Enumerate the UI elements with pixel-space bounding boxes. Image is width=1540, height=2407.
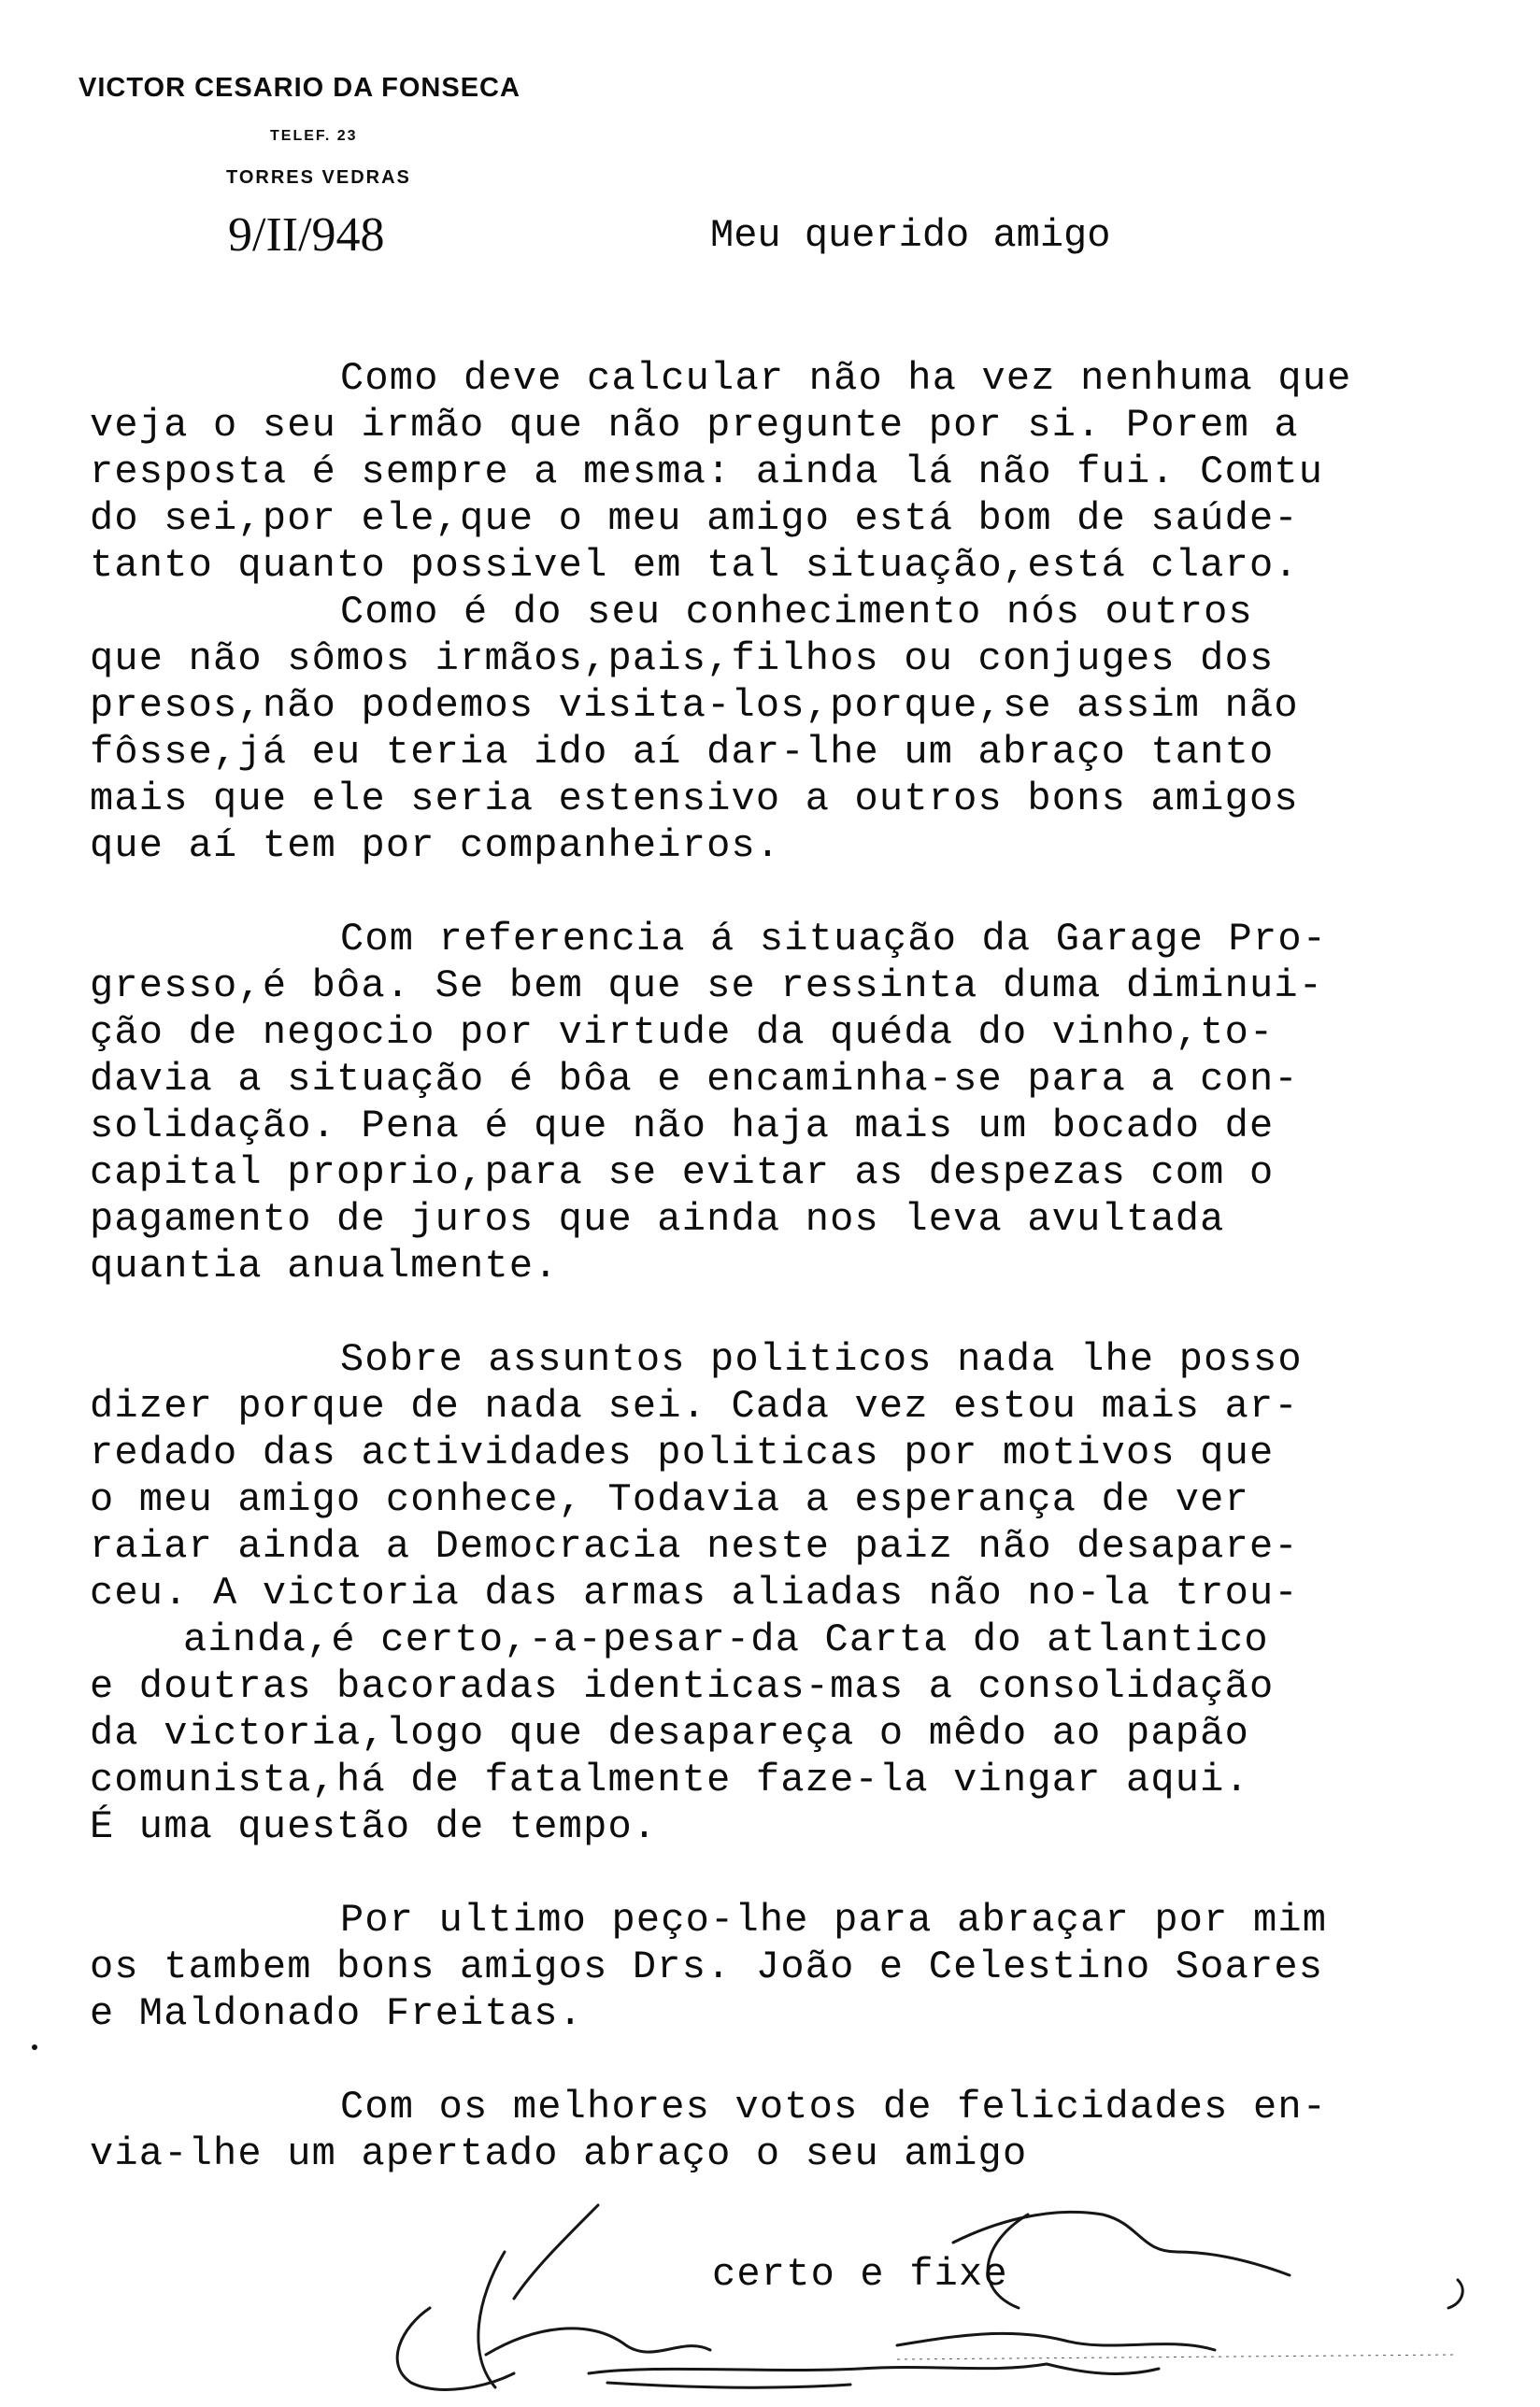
paragraph-3-line: pagamento de juros que ainda nos leva avultada (90, 1197, 1225, 1242)
paragraph-2-line: presos,não podemos visita-los,porque,se assim não (90, 683, 1299, 728)
paragraph-gap (90, 869, 1529, 916)
letter-date: 9/II/948 (228, 208, 385, 262)
paragraph-gap (90, 2037, 1529, 2084)
paragraph-5-line: Por ultimo peço-lhe para abraçar por mim (340, 1898, 1328, 1943)
paragraph-6-line: via-lhe um apertado abraço o seu amigo (90, 2131, 1028, 2176)
paragraph-4-line: o meu amigo conhece, Todavia a esperança de ver (90, 1477, 1249, 1522)
paragraph-3-line: davia a situação é bôa e encaminha-se para a con- (90, 1057, 1299, 1102)
paragraph-3-line: gresso,é bôa. Se bem que se ressinta duma diminui- (90, 963, 1324, 1008)
paragraph-4-line: ainda,é certo,-a-pesar-da Carta do atlantico (183, 1617, 1269, 1662)
paragraph-3-line: quantia anualmente. (90, 1244, 559, 1289)
paragraph-1-line: tanto quanto possivel em tal situação,está claro. (90, 543, 1299, 588)
paragraph-5-line: os tambem bons amigos Drs. João e Celestino Soares (90, 1944, 1324, 1989)
letterhead-phone: TELEF. 23 (270, 128, 358, 144)
closing-phrase: certo e fixe (712, 2252, 1008, 2297)
paragraph-3-line: Com referencia á situação da Garage Pro- (340, 917, 1328, 961)
paragraph-4-line: raiar ainda a Democracia neste paiz não desapare- (90, 1524, 1299, 1569)
paragraph-1-line: veja o seu irmão que não pregunte por si. Porem a (90, 403, 1299, 448)
letterhead-name: VICTOR CESARIO DA FONSECA (78, 73, 520, 103)
letterhead-town: TORRES VEDRAS (226, 167, 411, 188)
paragraph-1-line: Como deve calcular não ha vez nenhuma que (340, 356, 1352, 401)
paragraph-1-line: resposta é sempre a mesma: ainda lá não fui. Comtu (90, 449, 1324, 494)
paragraph-2-line: Como é do seu conhecimento nós outros (340, 590, 1253, 634)
paragraph-4-line: ceu. A victoria das armas aliadas não no-la trou- (90, 1571, 1299, 1616)
paragraph-4-line: comunista,há de fatalmente faze-la vingar aqui. (90, 1758, 1249, 1802)
paragraph-2-line: que não sômos irmãos,pais,filhos ou conjuges dos (90, 636, 1275, 681)
paragraph-3-line: capital proprio,para se evitar as despezas com o (90, 1150, 1275, 1195)
paragraph-2-line: mais que ele seria estensivo a outros bons amigos (90, 776, 1299, 821)
paragraph-gap (90, 1850, 1529, 1897)
paragraph-4-line: Sobre assuntos politicos nada lhe posso (340, 1337, 1303, 1382)
paragraph-4-line: redado das actividades politicas por motivos que (90, 1431, 1275, 1475)
paragraph-4-line: É uma questão de tempo. (90, 1804, 658, 1849)
letter-body (90, 355, 1529, 2177)
paragraph-3-line: ção de negocio por virtude da quéda do vinho,to- (90, 1010, 1275, 1055)
paragraph-2-line: fôsse,já eu teria ido aí dar-lhe um abraço tanto (90, 730, 1275, 775)
paragraph-4-line: e doutras bacoradas identicas-mas a consolidação (90, 1664, 1275, 1709)
salutation: Meu querido amigo (710, 213, 1111, 258)
letterhead (78, 73, 677, 189)
paragraph-gap (90, 1289, 1529, 1336)
paragraph-1-line: do sei,por ele,que o meu amigo está bom de saúde- (90, 496, 1299, 541)
paragraph-4-line: dizer porque de nada sei. Cada vez estou mais ar- (90, 1384, 1299, 1429)
paragraph-6-line: Com os melhores votos de felicidades en- (340, 2085, 1328, 2129)
paragraph-4-line: da victoria,logo que desapareça o mêdo ao papão (90, 1711, 1249, 1756)
paragraph-5-line: e Maldonado Freitas. (90, 1991, 584, 2036)
margin-dot (32, 2044, 37, 2050)
paragraph-3-line: solidação. Pena é que não haja mais um bocado de (90, 1104, 1275, 1148)
paragraph-2-line: que aí tem por companheiros. (90, 823, 781, 868)
